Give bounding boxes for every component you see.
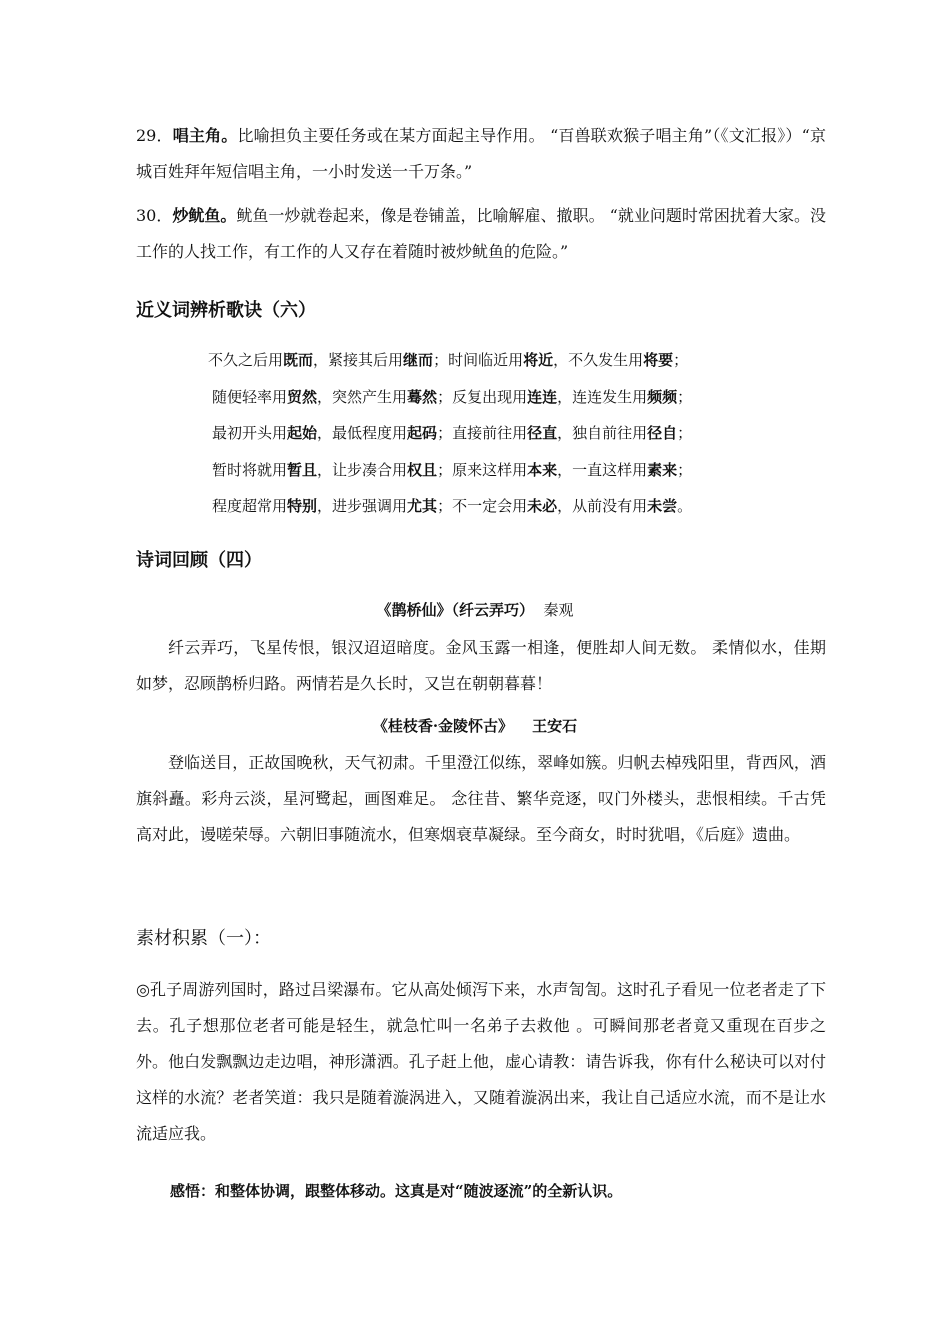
mnemonic-text: ； — [677, 424, 693, 442]
keyword: 未尝 — [647, 497, 678, 515]
idiom-number: 30． — [136, 206, 173, 225]
mnemonic-text: ；直接前往用 — [437, 424, 528, 442]
poem-body-1: 纤云弄巧，飞星传恨，银汉迢迢暗度。金风玉露一相逢，便胜却人间无数。 柔情似水，佳期如梦，忍顾鹊桥归路。两情若是久长时，又岂在朝朝暮暮！ — [136, 638, 826, 693]
idiom-term: 唱主角。 — [172, 126, 238, 145]
keyword: 径直 — [527, 424, 558, 442]
mnemonic-text: ，连连发生用 — [557, 388, 648, 406]
mnemonic-text: 随便轻率用 — [212, 388, 288, 406]
keyword: 贸然 — [287, 388, 318, 406]
poem-title-2 — [0, 715, 950, 736]
keyword: 权且 — [407, 461, 438, 479]
poem-body-2: 登临送目，正故国晚秋，天气初肃。千里澄江似练，翠峰如簇。归帆去棹残阳里，背西风，酒旗斜矗。彩舟云淡，星河鹭起，画图难足。 念往昔、繁华竞逐，叹门外楼头，悲恨相续。千古凭高对此，谩嗟荣辱。六朝旧事随流水，但寒烟衰草凝绿。至今商女，时时犹唱，《后庭》遗曲。 — [136, 753, 826, 844]
mnemonic-text: ，从前没有用 — [557, 497, 648, 515]
mnemonic-text: ，突然产生用 — [317, 388, 408, 406]
keyword: 将近 — [523, 351, 554, 369]
mnemonic-text: ，进步强调用 — [317, 497, 408, 515]
material-story: ◎孔子周游列国时，路过吕梁瀑布。它从高处倾泻下来，水声訇訇。这时孔子看见一位老者走了下去。孔子想那位老者可能是轻生，就急忙叫一名弟子去救他 。可瞬间那老者竟又重现在百步之外。他白发飘飘边走边唱，神形潇洒。孔子赶上他，虚心请教：请告诉我，你有什么秘诀可以对付这样的水流？老者笑道：我只是随着漩涡进入，又随着漩涡出来，我让自己适应水流，而不是让水流适应我。 — [136, 980, 826, 1143]
mnemonic-text: ，最低程度用 — [317, 424, 408, 442]
mnemonic-text: ；反复出现用 — [437, 388, 528, 406]
idiom-term: 炒鱿鱼。 — [172, 206, 237, 225]
poetry-heading: 诗词回顾（四） — [136, 550, 262, 571]
keyword: 尤其 — [407, 497, 438, 515]
mnemonic-text: ，一直这样用 — [557, 461, 648, 479]
keyword: 暂且 — [287, 461, 318, 479]
poem-title-1 — [0, 599, 950, 620]
poem-author: 秦观 — [543, 601, 574, 619]
mnemonic-text: ； — [677, 461, 693, 479]
synonym-heading: 近义词辨析歌诀（六） — [136, 300, 316, 321]
mnemonic-line — [208, 350, 688, 370]
keyword: 本来 — [527, 461, 558, 479]
poem-title: 《桂枝香·金陵怀古》 — [372, 717, 514, 735]
keyword: 未必 — [527, 497, 558, 515]
mnemonic-text: ，紧接其后用 — [313, 351, 404, 369]
mnemonic-line — [212, 460, 692, 480]
poem-author: 王安石 — [532, 717, 578, 735]
mnemonic-line — [212, 496, 692, 516]
material-insight: 感悟：和整体协调，跟整体移动。这真是对“随波逐流”的全新认识。 — [170, 1182, 623, 1200]
idiom-number: 29． — [136, 126, 173, 145]
mnemonic-text: ，让步凑合用 — [317, 461, 408, 479]
keyword: 将要 — [643, 351, 674, 369]
mnemonic-text: ，不久发生用 — [553, 351, 644, 369]
mnemonic-line — [212, 423, 692, 443]
keyword: 蓦然 — [407, 388, 438, 406]
mnemonic-text: ，独自前往用 — [557, 424, 648, 442]
mnemonic-text: ；不一定会用 — [437, 497, 528, 515]
mnemonic-text: ； — [677, 388, 693, 406]
keyword: 起始 — [287, 424, 318, 442]
mnemonic-text: 程度超常用 — [212, 497, 288, 515]
mnemonic-text: 。 — [677, 497, 693, 515]
keyword: 既而 — [283, 351, 314, 369]
keyword: 径自 — [647, 424, 678, 442]
mnemonic-text: ；时间临近用 — [433, 351, 524, 369]
mnemonic-line — [212, 387, 692, 407]
mnemonic-text: ； — [673, 351, 689, 369]
mnemonic-text: 最初开头用 — [212, 424, 288, 442]
mnemonic-text: ；原来这样用 — [437, 461, 528, 479]
keyword: 起码 — [407, 424, 438, 442]
poem-title: 《鹊桥仙》（纤云弄巧） — [376, 601, 534, 619]
idiom-30 — [136, 198, 826, 270]
keyword: 继而 — [403, 351, 434, 369]
keyword: 素来 — [647, 461, 678, 479]
keyword: 特别 — [287, 497, 318, 515]
mnemonic-text: 不久之后用 — [208, 351, 284, 369]
keyword: 频频 — [647, 388, 678, 406]
material-heading: 素材积累（一）： — [136, 928, 271, 949]
idiom-29 — [136, 118, 826, 190]
mnemonic-text: 暂时将就用 — [212, 461, 288, 479]
idiom-definition: 鱿鱼一炒就卷起来，像是卷铺盖，比喻解雇、撤职。 “就业问题时常困扰着大家。没工作的人找工作，有工作的人又存在着随时被炒鱿鱼的危险。” — [136, 206, 826, 261]
keyword: 连连 — [527, 388, 558, 406]
idiom-definition: 比喻担负主要任务或在某方面起主导作用。 “百兽联欢猴子唱主角”（《文汇报》）“京城百姓拜年短信唱主角，一小时发送一千万条。” — [136, 126, 826, 181]
